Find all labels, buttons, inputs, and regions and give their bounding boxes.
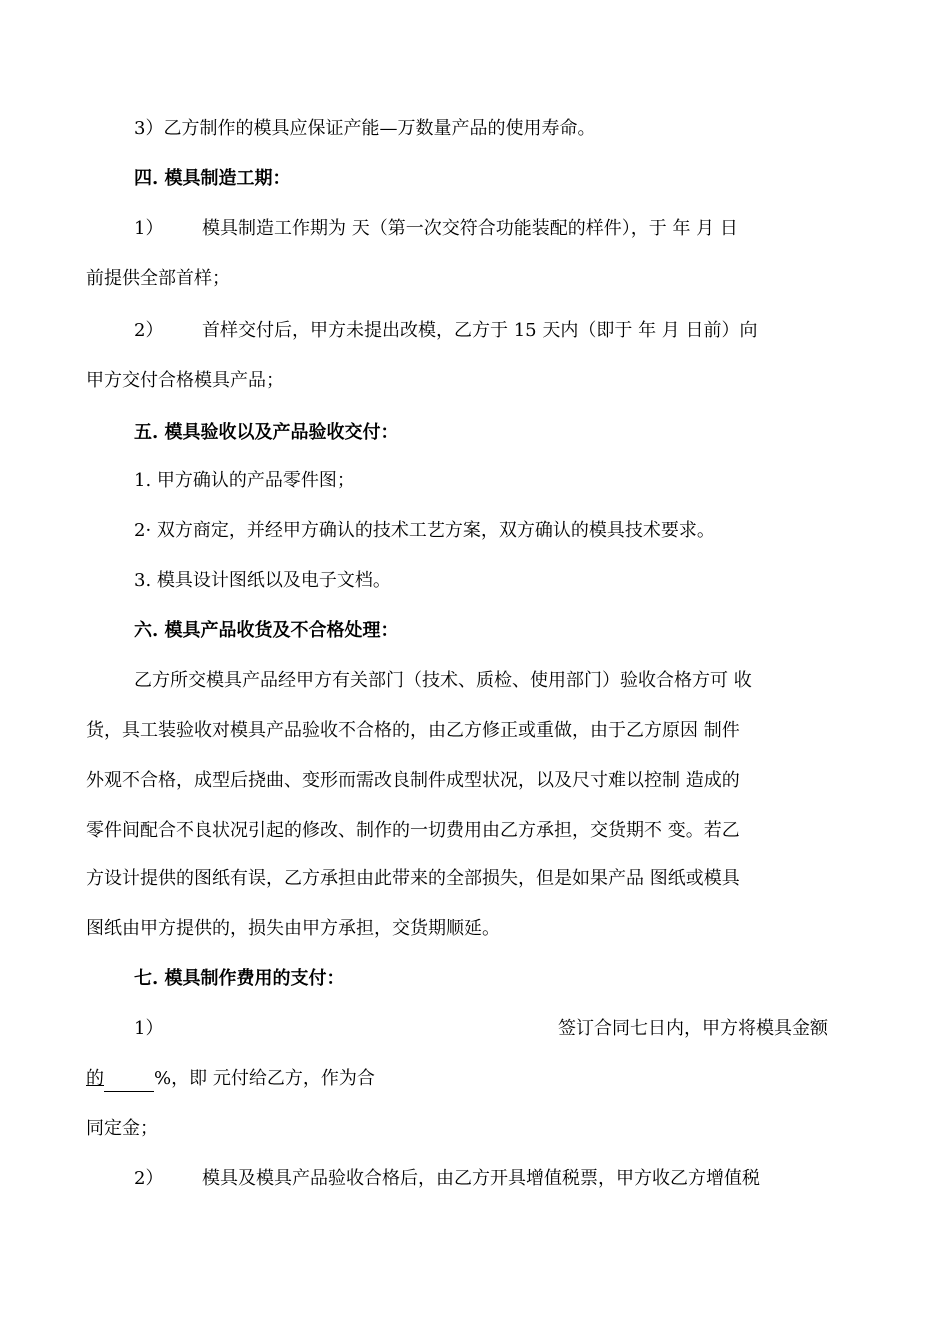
clause-5-2: 2· 双方商定，并经甲方确认的技术工艺方案，双方确认的模具技术要求。 bbox=[134, 520, 715, 541]
percent-blank[interactable] bbox=[104, 1071, 154, 1092]
clause-4-1-number: 1） bbox=[134, 218, 164, 239]
clause-4-2-text: 首样交付后，甲方未提出改模，乙方于 15 天内（即于 年 月 日前）向 bbox=[202, 320, 758, 341]
clause-5-1: 1. 甲方确认的产品零件图； bbox=[134, 470, 355, 491]
clause-7-2-number: 2） bbox=[134, 1168, 164, 1189]
clause-4-1-continued: 前提供全部首样； bbox=[86, 268, 230, 289]
clause-4-1-text: 模具制造工作期为 天（第一次交符合功能装配的样件），于 年 月 日 bbox=[202, 218, 738, 239]
clause-5-3: 3. 模具设计图纸以及电子文档。 bbox=[134, 570, 391, 591]
section-6-paragraph-line-2: 货，具工装验收对模具产品验收不合格的，由乙方修正或重做，由于乙方原因 制件 bbox=[86, 720, 740, 741]
section-5-heading: 五. 模具验收以及产品验收交付： bbox=[134, 422, 399, 443]
section-4-heading: 四. 模具制造工期： bbox=[134, 168, 291, 189]
section-6-heading: 六. 模具产品收货及不合格处理： bbox=[134, 620, 399, 641]
section-6-paragraph-line-5: 方设计提供的图纸有误，乙方承担由此带来的全部损失，但是如果产品 图纸或模具 bbox=[86, 868, 740, 889]
section-7-heading: 七. 模具制作费用的支付： bbox=[134, 968, 345, 989]
clause-3-mold-lifetime: 3）乙方制作的模具应保证产能—万数量产品的使用寿命。 bbox=[134, 118, 596, 139]
clause-7-1-line-2 bbox=[86, 1066, 375, 1092]
clause-4-2-continued: 甲方交付合格模具产品； bbox=[86, 370, 284, 391]
clause-7-1-amount-text: %，即 元付给乙方，作为合 bbox=[154, 1068, 375, 1089]
clause-4-2-number: 2） bbox=[134, 320, 164, 341]
clause-7-2-text: 模具及模具产品验收合格后，由乙方开具增值税票，甲方收乙方增值税 bbox=[202, 1168, 760, 1189]
section-6-paragraph-line-3: 外观不合格，成型后挠曲、变形而需改良制件成型状况，以及尺寸难以控制 造成的 bbox=[86, 770, 740, 791]
clause-7-1-text: 签订合同七日内，甲方将模具金额 bbox=[558, 1018, 828, 1039]
clause-7-1-line-3: 同定金； bbox=[86, 1118, 158, 1139]
section-6-paragraph-line-4: 零件间配合不良状况引起的修改、制作的一切费用由乙方承担，交货期不 变。若乙 bbox=[86, 820, 740, 841]
section-6-paragraph-line-6: 图纸由甲方提供的，损失由甲方承担，交货期顺延。 bbox=[86, 918, 500, 939]
clause-7-1-of: 的 bbox=[86, 1068, 104, 1089]
clause-7-1-number: 1） bbox=[134, 1018, 164, 1039]
section-6-paragraph-line-1: 乙方所交模具产品经甲方有关部门（技术、质检、使用部门）验收合格方可 收 bbox=[134, 670, 752, 691]
